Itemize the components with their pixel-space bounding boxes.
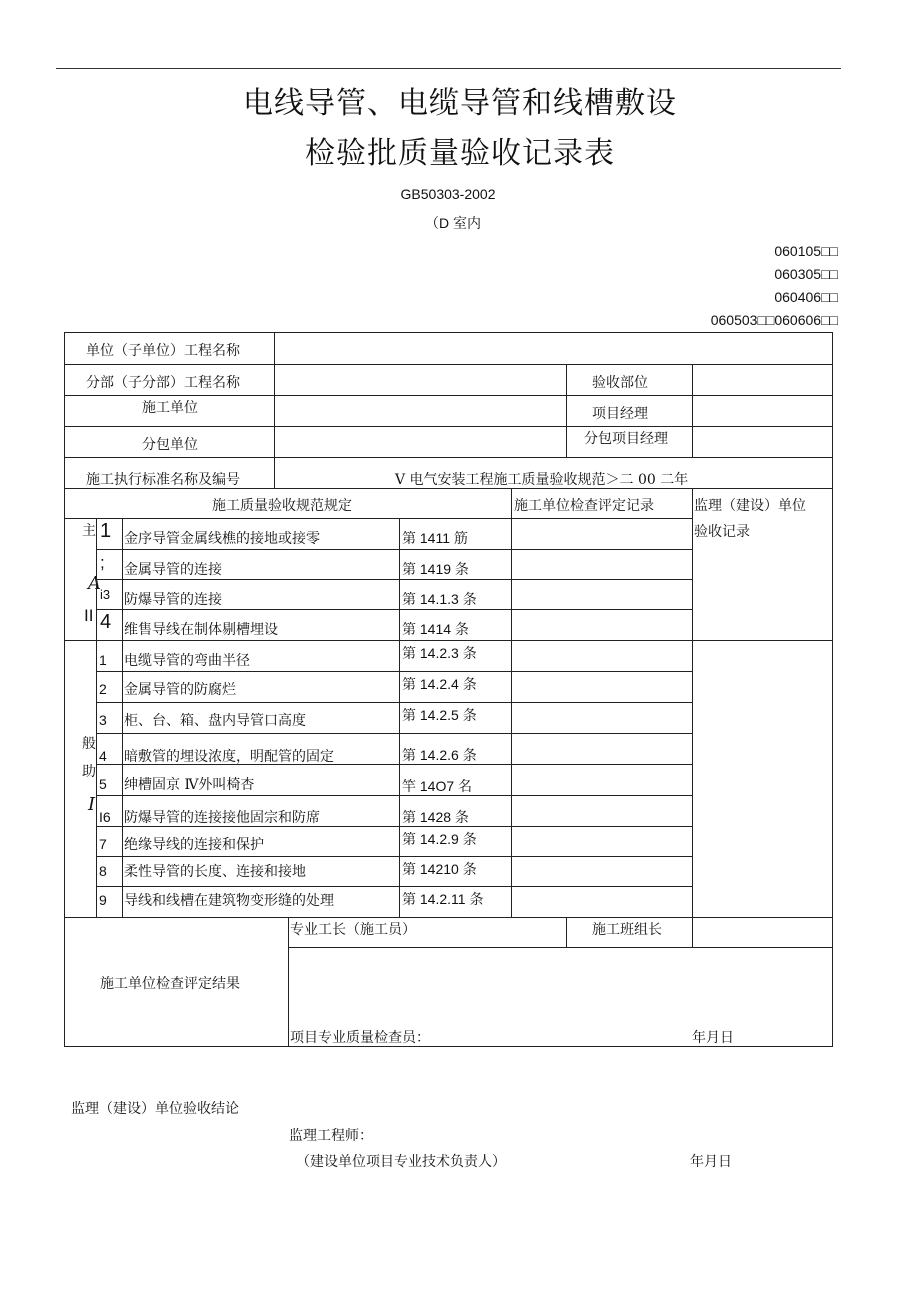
sub-manager-label: 分包项目经理 [584, 431, 668, 447]
foreman-label: 专业工长（施工员） [290, 922, 416, 938]
team-leader-field[interactable] [692, 917, 833, 948]
general-item-clause: 第 14.2.4 条 [402, 676, 477, 692]
main-item-clause: 第 1411 筋 [402, 530, 468, 546]
unit-project-label: 单位（子单位）工程名称 [86, 343, 240, 359]
general-item-no: 8 [99, 863, 107, 879]
general-item-no: 9 [99, 892, 107, 908]
main-item-desc: 金属导管的连接 [124, 562, 222, 578]
general-item-record-field[interactable] [511, 671, 693, 703]
general-item-clause: 第 14.2.9 条 [402, 831, 477, 847]
unit-project-field[interactable] [274, 332, 833, 365]
main-item-desc: 维售导线在制体剔槽埋设 [124, 622, 278, 638]
inspector-label: 项目专业质量检查员： [290, 1030, 430, 1046]
main-items-label-char-2: A [88, 573, 101, 594]
general-items-label-char-1: 般 [82, 736, 96, 752]
record-code-2: 060305□□ [774, 266, 838, 282]
form-title-line2: 检验批质量验收记录表 [305, 136, 615, 171]
general-item-record-field[interactable] [511, 733, 693, 765]
general-item-clause: 第 14210 条 [402, 861, 477, 877]
general-item-desc: 电缆导管的弯曲半径 [124, 653, 250, 669]
main-item-record-field[interactable] [511, 549, 693, 580]
general-item-desc: 柜、台、箱、盘内导管口高度 [124, 713, 306, 729]
general-item-clause: 第 1428 条 [402, 809, 469, 825]
general-item-no: 3 [99, 712, 107, 728]
record-code-4: 060503□□060606□□ [710, 312, 838, 328]
general-item-no: 4 [99, 748, 107, 764]
result-label: 施工单位检查评定结果 [100, 976, 240, 992]
main-items-label-char-1: 主 [82, 523, 96, 539]
project-manager-field[interactable] [692, 395, 833, 427]
contractor-label: 施工单位 [142, 400, 198, 416]
general-supervisor-field[interactable] [692, 640, 833, 918]
main-item-no: 1 [100, 520, 112, 542]
general-item-record-field[interactable] [511, 795, 693, 827]
general-items-label-char-2: 助 [82, 764, 96, 780]
general-item-clause: 第 14.2.11 条 [402, 891, 484, 907]
contractor-record-header: 施工单位检查评定记录 [514, 498, 654, 514]
general-item-desc: 柔性导管的长度、连接和接地 [124, 864, 306, 880]
sub-project-label: 分部（子分部）工程名称 [86, 375, 240, 391]
general-item-desc: 金属导管的防腐烂 [124, 682, 236, 698]
main-items-label-char-3: II [84, 606, 94, 625]
main-item-desc: 防爆导管的连接 [124, 592, 222, 608]
result-date: 年月日 [692, 1030, 734, 1046]
general-item-clause: 竿 14O7 名 [402, 778, 473, 794]
supervisor-record-header-2: 验收记录 [694, 524, 750, 540]
conclusion-label: 监理（建设）单位验收结论 [71, 1101, 239, 1117]
standard-code: GB50303-2002 [400, 186, 496, 202]
general-item-desc: 绝缘导线的连接和保护 [124, 837, 264, 853]
record-code-1: 060105□□ [774, 243, 838, 259]
general-item-clause: 第 14.2.3 条 [402, 645, 477, 661]
general-items-label-char-3: I [88, 794, 96, 815]
general-item-no: 5 [99, 776, 107, 792]
main-item-clause: 第 1414 条 [402, 621, 469, 637]
main-item-desc: 金序导管金属线樵的接地或接零 [124, 531, 320, 547]
form-title-line1: 电线导管、电缆导管和线槽敷设 [243, 86, 677, 121]
general-item-no: 7 [99, 836, 107, 852]
general-item-desc: 绅槽固京 Ⅳ外叫椅杏 [124, 777, 255, 793]
standard-label: 施工执行标准名称及编号 [86, 472, 240, 488]
acceptance-part-field[interactable] [692, 364, 833, 396]
main-item-no: 4 [100, 611, 112, 633]
main-item-no: ; [100, 553, 105, 572]
team-leader-label: 施工班组长 [592, 922, 662, 938]
general-item-no: I6 [99, 809, 111, 825]
general-item-record-field[interactable] [511, 826, 693, 857]
general-item-no: 2 [99, 681, 107, 697]
main-item-no: i3 [100, 587, 111, 602]
general-item-clause: 第 14.2.5 条 [402, 707, 477, 723]
supervisor-record-header: 监理（建设）单位 [694, 498, 806, 514]
general-item-no: 1 [99, 652, 107, 668]
sub-project-field[interactable] [274, 364, 567, 396]
top-rule [56, 68, 841, 69]
main-item-clause: 第 1419 条 [402, 561, 469, 577]
project-manager-label: 项目经理 [592, 406, 648, 422]
scope-note: （D 室内 [425, 215, 481, 231]
general-item-desc: 导线和线槽在建筑物变形缝的处理 [124, 893, 334, 909]
general-item-record-field[interactable] [511, 764, 693, 796]
main-item-record-field[interactable] [511, 579, 693, 610]
general-item-record-field[interactable] [511, 702, 693, 734]
main-item-clause: 第 14.1.3 条 [402, 591, 477, 607]
standard-value: V 电气安装工程施工质量验收规范＞二 00 二年 [395, 472, 689, 488]
spec-header: 施工质量验收规范规定 [212, 498, 352, 514]
subcontractor-field[interactable] [274, 426, 567, 458]
contractor-field[interactable] [274, 395, 567, 427]
subcontractor-label: 分包单位 [142, 437, 198, 453]
general-item-record-field[interactable] [511, 640, 693, 672]
conclusion-date: 年月日 [690, 1154, 732, 1170]
general-item-desc: 暗敷管的埋设浓度，明配管的固定 [124, 749, 334, 765]
general-item-desc: 防爆导管的连接接他固宗和防席 [124, 810, 320, 826]
sub-manager-field[interactable] [692, 426, 833, 458]
main-item-record-field[interactable] [511, 609, 693, 641]
general-item-record-field[interactable] [511, 856, 693, 887]
owner-label: （建设单位项目专业技术负责人） [296, 1154, 506, 1170]
general-item-clause: 第 14.2.6 条 [402, 747, 477, 763]
general-item-record-field[interactable] [511, 886, 693, 918]
record-code-3: 060406□□ [774, 289, 838, 305]
main-item-record-field[interactable] [511, 518, 693, 550]
engineer-label: 监理工程师： [289, 1128, 373, 1144]
acceptance-part-label: 验收部位 [592, 375, 648, 391]
